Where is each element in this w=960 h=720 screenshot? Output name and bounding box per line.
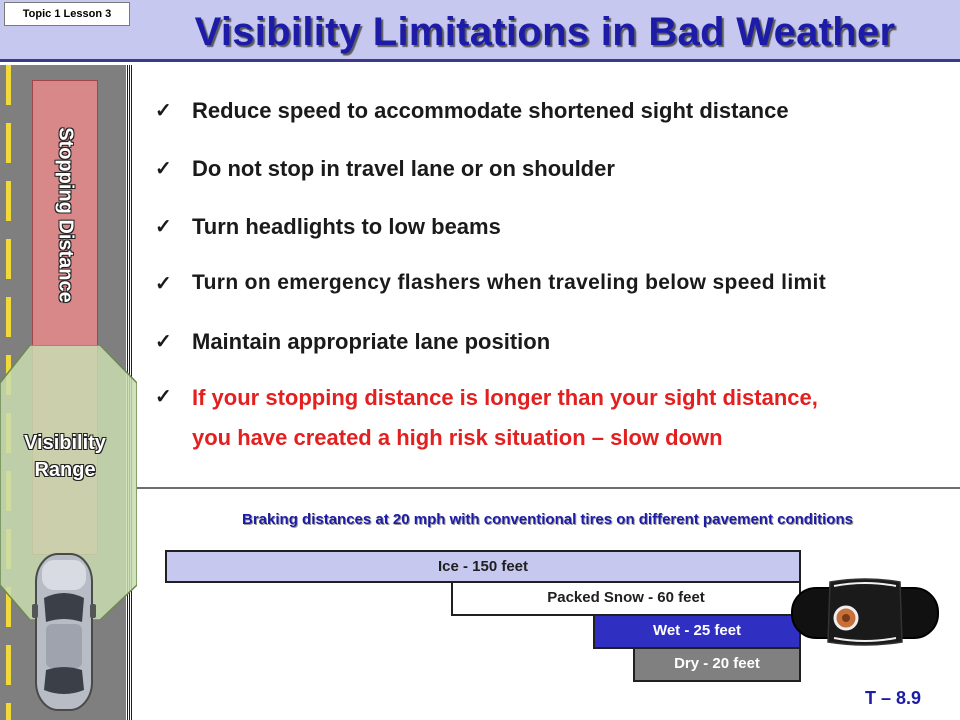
slide-title: Visibility Limitations in Bad Weather	[194, 10, 896, 54]
header-bar	[0, 0, 960, 62]
visibility-range-label	[0, 430, 130, 484]
check-icon: ✓	[155, 100, 172, 122]
braking-bar-ice: Ice - 150 feet	[165, 550, 801, 583]
list-item-text: Do not stop in travel lane or on shoulder	[192, 156, 615, 181]
check-icon: ✓	[155, 158, 172, 180]
stopping-distance-label: Stopping Distance	[54, 127, 77, 303]
section-divider	[137, 487, 960, 489]
list-item-text: Maintain appropriate lane position	[192, 329, 551, 354]
check-icon: ✓	[155, 216, 172, 238]
list-item-text: Turn on emergency flashers when traveling below speed limit	[192, 271, 827, 294]
slide-number: T – 8.9	[865, 688, 922, 708]
check-icon: ✓	[155, 273, 172, 295]
car-top-view-icon	[30, 552, 98, 712]
list-item-text: Reduce speed to accommodate shortened sight distance	[192, 98, 789, 123]
check-icon: ✓	[155, 331, 172, 353]
warning-text-line1: If your stopping distance is longer than your sight distance,	[192, 385, 818, 410]
braking-bar-packed-snow: Packed Snow - 60 feet	[451, 583, 801, 616]
braking-chart-title: Braking distances at 20 mph with conventional tires on different pavement conditions	[242, 511, 853, 528]
list-item-text: Turn headlights to low beams	[192, 214, 501, 239]
check-icon: ✓	[155, 386, 172, 408]
visibility-label-line1: Visibility	[24, 432, 106, 454]
lesson-tag: Topic 1 Lesson 3	[4, 2, 130, 26]
warning-text	[192, 378, 818, 458]
warning-text-line2: you have created a high risk situation – slow down	[192, 425, 723, 450]
braking-bar-dry: Dry - 20 feet	[633, 649, 801, 682]
visibility-label-line2: Range	[34, 459, 96, 481]
braking-bar-wet: Wet - 25 feet	[593, 616, 801, 649]
tire-icon	[790, 578, 940, 646]
